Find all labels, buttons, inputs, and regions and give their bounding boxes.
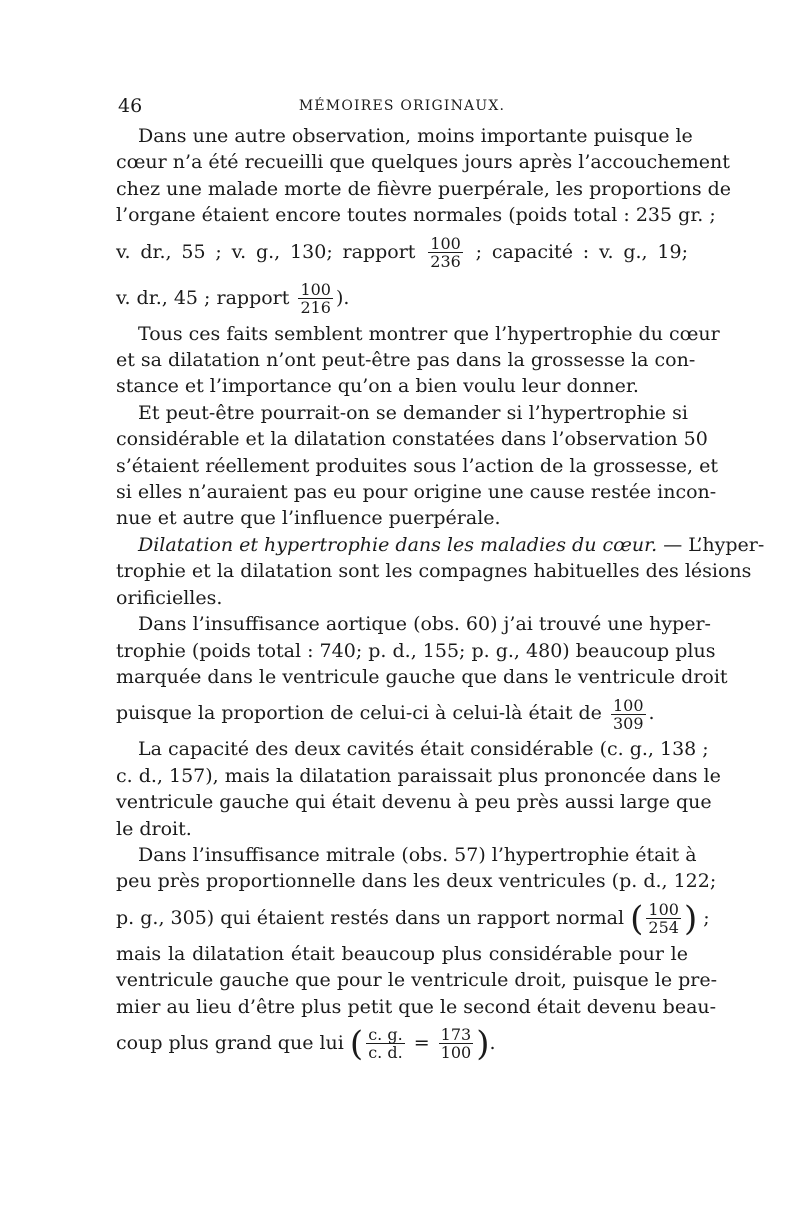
running-head: MÉMOIRES ORIGINAUX. xyxy=(298,98,506,114)
text-line: Et peut-être pourrait-on se demander si l’hypertrophie si xyxy=(138,401,688,424)
text-line: l’organe étaient encore toutes normales (poids total : 235 gr. ; xyxy=(116,204,716,227)
text-line: cœur n’a été recueilli que quelques jours après l’accouchement xyxy=(116,151,730,174)
fraction-numerator: 173 xyxy=(440,1025,472,1045)
fraction-numerator: 100 xyxy=(430,234,461,254)
open-paren: ( xyxy=(349,1023,364,1064)
fraction-denominator: 216 xyxy=(300,298,331,318)
text-segment: coup plus grand que lui xyxy=(116,1031,344,1054)
text-line: mais la dilatation était beaucoup plus considérable pour le xyxy=(116,942,688,965)
text-segment: v. dr., 45 ; rapport xyxy=(116,286,290,309)
text-line: nue et autre que l’influence puerpérale. xyxy=(116,507,501,530)
paragraph-3 xyxy=(116,400,718,532)
text-line: Dans une autre observation, moins importante puisque le xyxy=(138,125,693,147)
fraction-denominator: 100 xyxy=(440,1043,472,1063)
text-line: considérable et la dilatation constatées dans l’observation 50 xyxy=(116,428,708,451)
paragraph-1 xyxy=(116,123,732,321)
open-paren: ( xyxy=(630,898,644,939)
paragraph-7 xyxy=(116,842,718,1066)
fraction-numerator: 100 xyxy=(300,280,331,300)
fraction-numerator: 100 xyxy=(648,900,679,920)
text-line-with-fraction xyxy=(116,1020,688,1066)
close-paren: ) xyxy=(476,1023,490,1064)
paragraph-2 xyxy=(116,321,720,400)
fraction-denominator: 254 xyxy=(648,918,679,938)
fraction-denominator: 309 xyxy=(612,713,644,733)
equals-sign: = xyxy=(413,1031,430,1054)
paragraph-4 xyxy=(116,532,765,611)
text-line-with-fraction xyxy=(116,895,710,941)
text-line-with-fraction xyxy=(116,229,688,275)
fraction-denominator: c. d. xyxy=(368,1043,403,1063)
page-number: 46 xyxy=(118,95,143,117)
page-header xyxy=(116,95,688,123)
text-line: chez une malade morte de fièvre puerpérale, les proportions de xyxy=(116,177,732,200)
text-segment: ; capacité : v. g., 19; xyxy=(475,240,688,263)
text-line-with-fraction xyxy=(116,275,688,321)
text-line: Dans l’insuffisance mitrale (obs. 57) l’hypertrophie était à xyxy=(138,843,697,866)
fraction xyxy=(298,281,333,316)
text-line xyxy=(116,532,765,558)
fraction xyxy=(428,235,463,270)
text-line: peu près proportionnelle dans les deux ventricules (p. d., 122; xyxy=(116,870,717,893)
close-paren: ) xyxy=(683,898,698,939)
text-segment: . xyxy=(489,1031,496,1054)
text-line: mier au lieu d’être plus petit que le second était devenu beau- xyxy=(116,995,717,1018)
text-segment: . xyxy=(648,702,655,725)
paragraph-5 xyxy=(116,611,728,736)
text-line: s’étaient réellement produites sous l’action de la grossesse, et xyxy=(116,454,718,477)
text-segment: v. dr., 55 ; v. g., 130; rapport xyxy=(116,240,416,263)
text-line: et sa dilatation n’ont peut-être pas dans la grossesse la con- xyxy=(116,349,696,372)
text-line: trophie et la dilatation sont les compagnes habituelles des lésions xyxy=(116,560,752,583)
section-title: Dilatation et hypertrophie dans les maladies du cœur. xyxy=(138,533,658,556)
fraction-denominator: 236 xyxy=(430,252,461,272)
fraction-numerator: 100 xyxy=(612,695,644,715)
text-line: si elles n’auraient pas eu pour origine une cause restée incon- xyxy=(116,481,717,504)
fraction xyxy=(439,1026,474,1061)
text-line: Tous ces faits semblent montrer que l’hypertrophie du cœur xyxy=(138,322,720,345)
fraction xyxy=(646,901,681,936)
text-line: c. d., 157), mais la dilatation paraissait plus prononcée dans le xyxy=(116,764,721,787)
text-line: stance et l’importance qu’on a bien voulu leur donner. xyxy=(116,375,639,398)
text-line: Dans l’insuffisance aortique (obs. 60) j’ai trouvé une hyper- xyxy=(138,613,711,636)
paragraph-6 xyxy=(116,736,721,842)
text-segment: ; xyxy=(703,906,710,929)
text-line: ventricule gauche que pour le ventricule droit, puisque le pre- xyxy=(116,969,718,992)
text-line: trophie (poids total : 740; p. d., 155; p. g., 480) beaucoup plus xyxy=(116,639,716,662)
text-segment: p. g., 305) qui étaient restés dans un rapport normal xyxy=(116,906,625,929)
text-segment: — L’hyper- xyxy=(657,533,765,556)
text-segment: ). xyxy=(335,286,350,309)
text-line: le droit. xyxy=(116,817,192,840)
fraction xyxy=(611,697,646,732)
text-line: orificielles. xyxy=(116,586,223,609)
book-page xyxy=(116,95,765,1066)
fraction-numerator: c. g. xyxy=(368,1025,403,1045)
text-line-with-fraction xyxy=(116,690,688,736)
text-line: ventricule gauche qui était devenu à peu près aussi large que xyxy=(116,791,712,814)
fraction xyxy=(366,1026,404,1061)
text-line: La capacité des deux cavités était considérable (c. g., 138 ; xyxy=(138,738,709,761)
text-segment: puisque la proportion de celui-ci à celui-là était de xyxy=(116,702,602,725)
text-line: marquée dans le ventricule gauche que dans le ventricule droit xyxy=(116,665,728,688)
